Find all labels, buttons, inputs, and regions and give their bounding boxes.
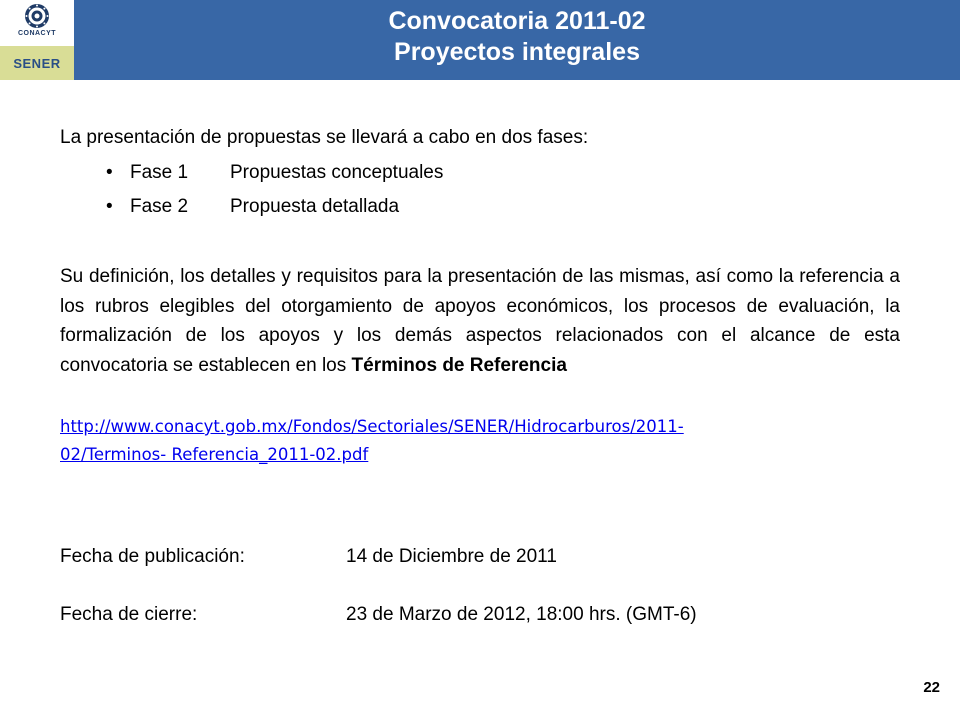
phase-item-1 [106,162,443,184]
bullet: • [106,162,113,183]
terms-of-reference-bold: Términos de Referencia [351,354,567,376]
logo-panel [0,0,74,80]
sener-logo-text: SENER [13,56,61,71]
page-number: 22 [923,679,940,696]
phase-description: Propuesta detallada [230,196,400,217]
conacyt-logo [0,0,74,46]
bullet: • [106,196,113,217]
phase-label: Fase 2 [130,196,189,217]
header-bar [0,0,960,80]
paragraph-text: Su definición, los detalles y requisitos para la presentación de las mismas, así como la referencia a los rubros elegibles del otorgamiento de apoyos económicos, los procesos de evaluación, la formalización de los apoyos y los demás aspectos relacionados con el alcance de esta convocatoria se establecen en los [60,266,900,376]
terms-link-line-2[interactable]: 02/Terminos- Referencia_2011-02.pdf [60,445,369,464]
conacyt-logo-caption: CONACYT [17,30,57,37]
page-title [74,6,960,68]
phase-description: Propuestas conceptuales [230,162,444,183]
sener-logo [0,46,74,80]
title-line-1: Convocatoria 2011-02 [388,7,646,35]
publication-date-value: 14 de Diciembre de 2011 [346,546,557,567]
terms-link[interactable] [60,413,880,469]
phase-item-2 [106,196,399,218]
terms-link-line-1[interactable]: http://www.conacyt.gob.mx/Fondos/Sectoriales/SENER/Hidrocarburos/2011- [60,417,684,436]
phase-label: Fase 1 [130,162,189,183]
description-paragraph [60,262,900,380]
closing-date-value: 23 de Marzo de 2012, 18:00 hrs. (GMT-6) [346,604,697,625]
closing-date-label: Fecha de cierre: [60,604,198,625]
intro-text: La presentación de propuestas se llevará a cabo en dos fases: [60,127,589,148]
closing-date-row [60,604,697,626]
title-line-2: Proyectos integrales [394,38,640,66]
publication-date-label: Fecha de publicación: [60,546,245,567]
conacyt-emblem-icon [24,3,50,29]
publication-date-row [60,546,557,568]
